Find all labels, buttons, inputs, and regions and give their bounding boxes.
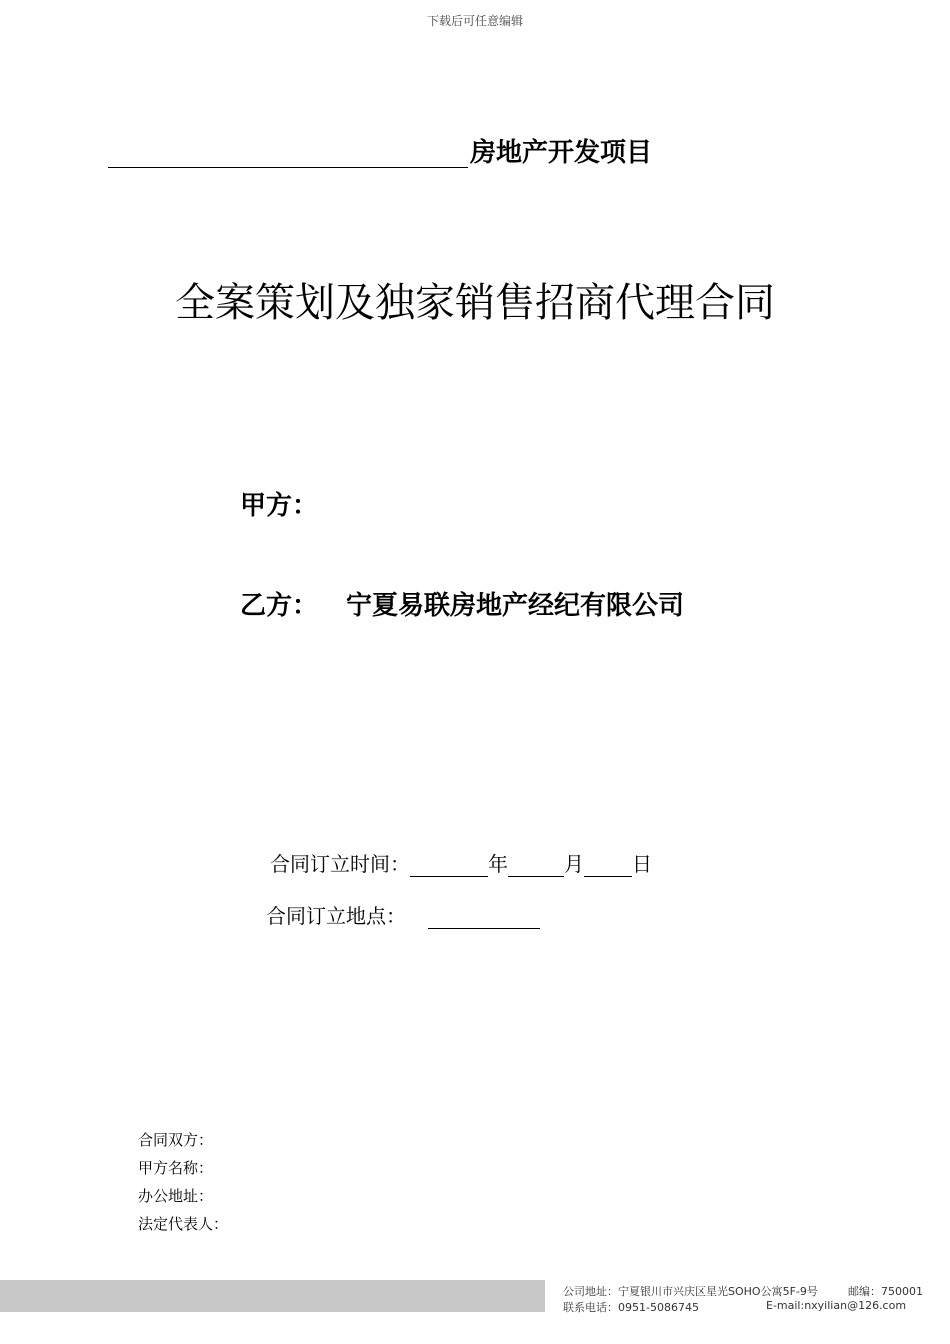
- party-a-label: 甲方：: [240, 491, 319, 521]
- sign-time-label: 合同订立时间：: [270, 852, 410, 876]
- sign-place-line: [266, 900, 540, 929]
- year-label: 年: [488, 852, 508, 876]
- footer-email: E-mail:nxyilian@126.com: [766, 1299, 907, 1312]
- day-label: 日: [632, 852, 652, 876]
- sign-time-line: [270, 848, 652, 877]
- party-a-name-label: 甲方名称：: [138, 1159, 214, 1177]
- party-b-line: [240, 585, 684, 622]
- bottom-fields: [138, 1126, 228, 1238]
- watermark-text: 下载后可任意编辑: [426, 14, 523, 28]
- office-address-label: 办公地址：: [138, 1187, 214, 1205]
- footer-phone: 联系电话：0951-5086745: [563, 1301, 699, 1314]
- legal-rep-label: 法定代表人：: [138, 1215, 229, 1233]
- place-blank: [428, 906, 540, 929]
- project-name-line: [108, 138, 652, 168]
- contract-title: 全案策划及独家销售招商代理合同: [175, 280, 775, 326]
- month-blank: [508, 854, 564, 877]
- party-b-label: 乙方：: [240, 591, 319, 621]
- footer-postcode: 邮编：750001: [848, 1285, 923, 1298]
- year-blank: [410, 854, 488, 877]
- month-label: 月: [564, 852, 584, 876]
- sign-place-label: 合同订立地点：: [266, 904, 406, 928]
- project-suffix: 房地产开发项目: [470, 138, 653, 168]
- party-b-name: 宁夏易联房地产经纪有限公司: [346, 591, 685, 621]
- footer-address: 公司地址：宁夏银川市兴庆区星光SOHO公寓5F-9号: [563, 1285, 818, 1298]
- footer-bar: [0, 1280, 545, 1312]
- project-name-blank: [108, 140, 468, 168]
- parties-label: 合同双方：: [138, 1131, 214, 1149]
- day-blank: [584, 854, 632, 877]
